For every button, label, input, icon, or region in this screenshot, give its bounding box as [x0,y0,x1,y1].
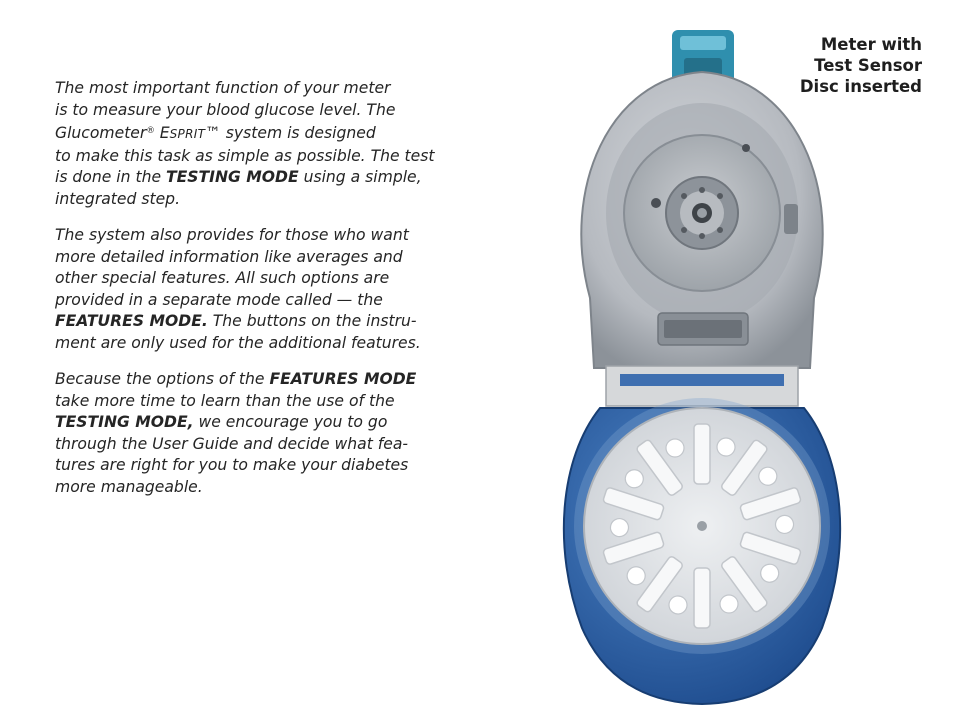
text-segment: Because the options of the [55,370,270,388]
text-segment: SPRIT [169,127,206,141]
text-line [55,290,465,312]
text-segment: ® [146,126,155,136]
text-line [55,268,465,290]
text-segment: The system also provides for those who want [55,226,409,244]
text-line [55,477,465,499]
text-segment: E [154,124,170,142]
text-segment: other special features. All such options are [55,269,390,287]
text-line [55,78,465,100]
text-line [55,121,465,146]
text-segment: tures are right for you to make your diabetes [55,456,409,474]
text-segment: is to measure your blood glucose level. The [55,100,396,119]
caption-line-2: Test Sensor [814,56,922,75]
text-segment: TESTING MODE [166,168,299,186]
text-segment: FEATURES MODE [269,370,417,388]
text-segment: we encourage you to go [193,413,388,431]
text-line [55,189,465,211]
test-sensor-disc [584,408,820,644]
text-line [55,247,465,269]
text-line [55,455,465,477]
text-segment: through the User Guide and decide what fea- [55,434,409,453]
paragraph-1 [55,78,465,210]
text-segment: integrated step. [55,189,181,208]
text-segment: The buttons on the instru- [207,312,417,330]
text-line [55,146,465,168]
text-segment: is done in the [55,168,167,186]
text-line [55,391,465,413]
text-line [55,333,465,355]
text-segment: ment are only used for the additional features. [55,333,421,352]
meter-illustration [560,28,844,710]
text-line [55,311,465,333]
text-line [55,412,465,434]
text-segment: FEATURES MODE. [55,312,208,330]
text-line [55,225,465,247]
caption-line-1: Meter with [820,35,922,54]
meter-lid [581,72,822,368]
text-segment: provided in a separate mode called — the [55,290,383,309]
caption-line-3: Disc inserted [799,77,922,96]
text-line [55,100,465,122]
text-segment: The most important function of your meter [55,79,391,97]
text-segment: to make this task as simple as possible. The test [55,146,435,165]
text-segment: TESTING MODE, [55,413,194,431]
text-line [55,434,465,456]
text-segment: take more time to learn than the use of the [55,391,395,410]
text-segment: Glucometer [55,124,147,142]
text-line [55,167,465,189]
paragraph-3 [55,369,465,498]
body-text [55,78,465,513]
text-segment: ™ system is designed [205,124,376,142]
text-segment: using a simple, [298,168,422,186]
text-segment: more manageable. [55,477,203,496]
text-segment: more detailed information like averages and [55,247,403,266]
text-line [55,369,465,391]
paragraph-2 [55,225,465,354]
